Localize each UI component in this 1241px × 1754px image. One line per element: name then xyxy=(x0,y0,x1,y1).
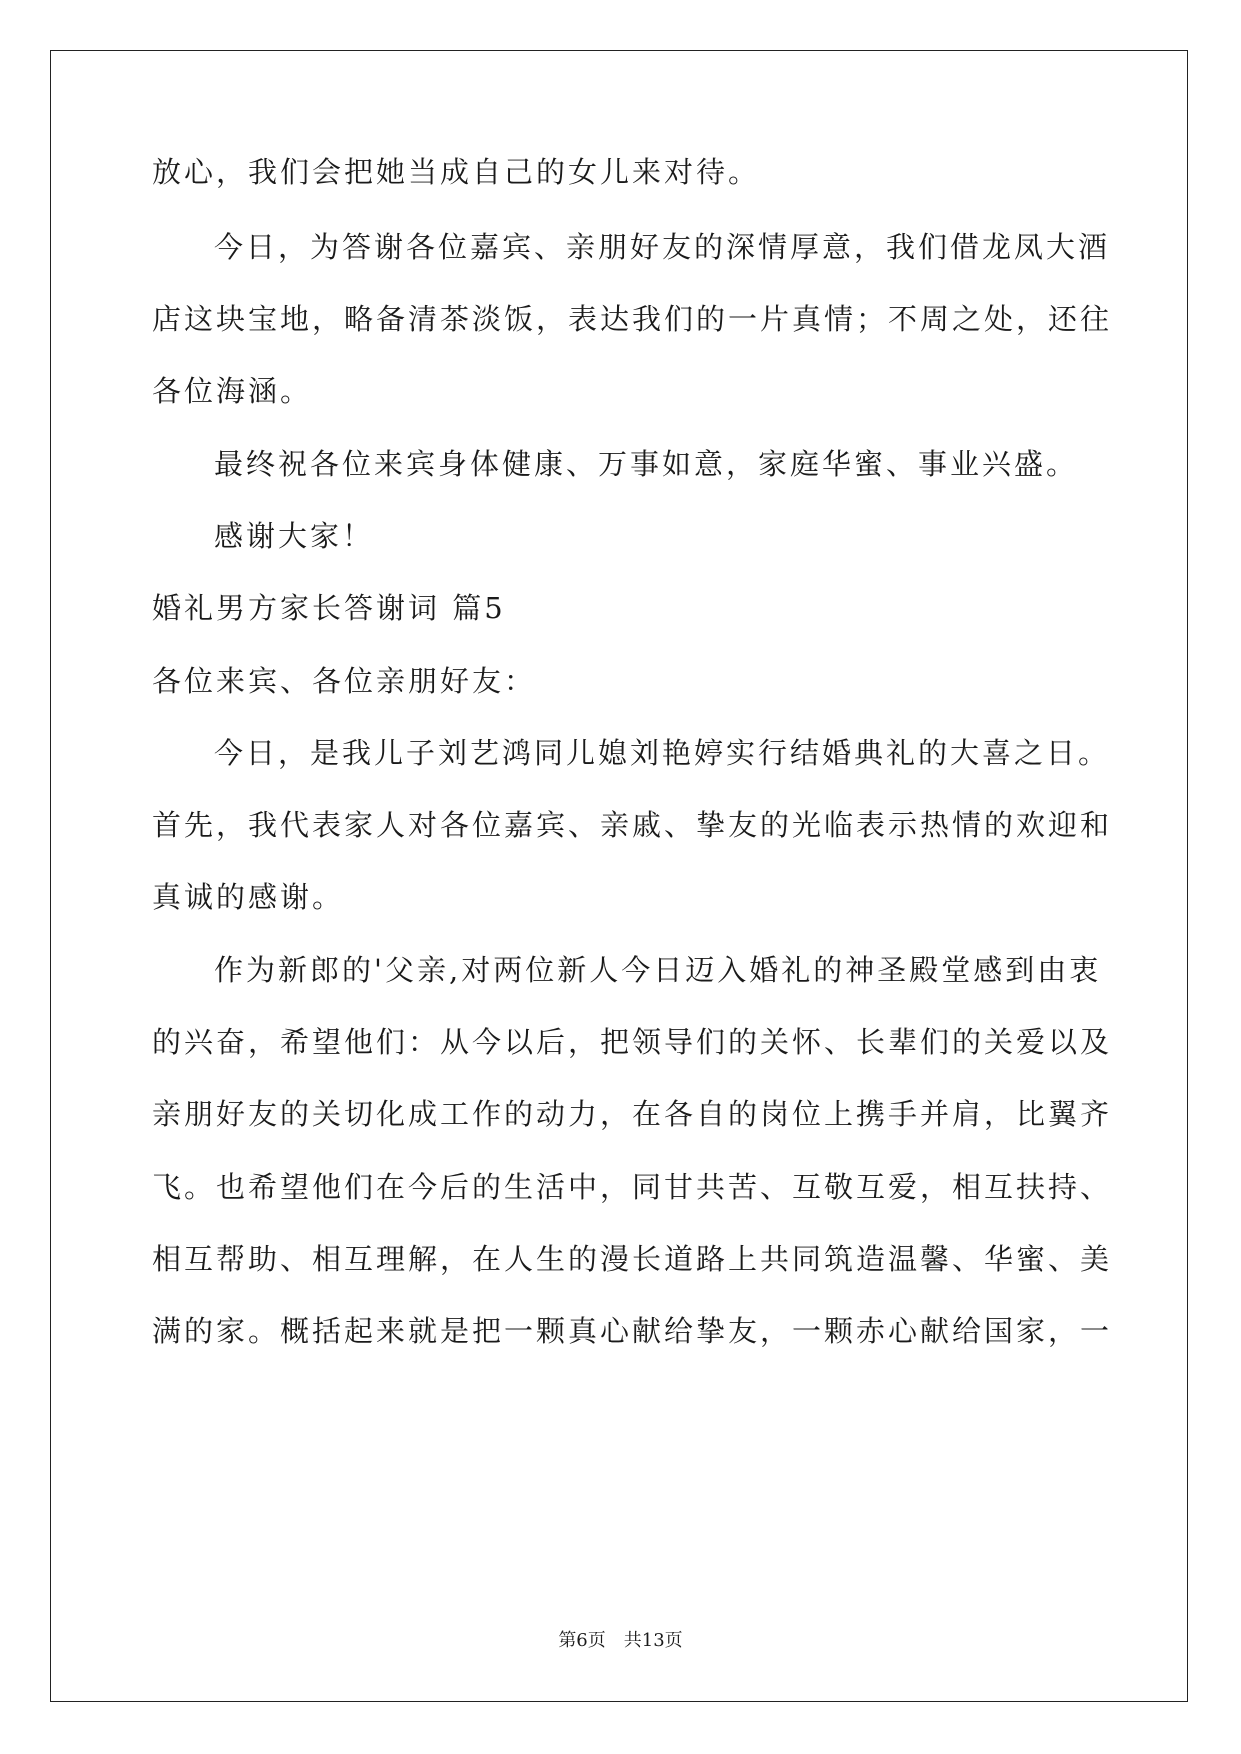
page-number: 第6页 共13页 xyxy=(558,1630,683,1651)
text-line: 满的家。概括起来就是把一颗真心献给挚友，一颗赤心献给国家，一 xyxy=(152,1314,1113,1348)
text-line: 各位海涵。 xyxy=(152,374,313,408)
text-line: 感谢大家！ xyxy=(214,519,375,553)
page-border xyxy=(50,50,1188,1702)
page-footer xyxy=(0,1629,1241,1653)
text-line: 首先，我代表家人对各位嘉宾、亲戚、挚友的光临表示热情的欢迎和 xyxy=(152,808,1113,842)
text-line: 相互帮助、相互理解，在人生的漫长道路上共同筑造温馨、华蜜、美 xyxy=(152,1242,1113,1276)
text-line: 放心，我们会把她当成自己的女儿来对待。 xyxy=(152,155,761,189)
text-line: 今日，是我儿子刘艺鸿同儿媳刘艳婷实行结婚典礼的大喜之日。 xyxy=(214,736,1111,770)
text-line: 今日，为答谢各位嘉宾、亲朋好友的深情厚意，我们借龙凤大酒 xyxy=(214,230,1111,264)
text-line: 飞。也希望他们在今后的生活中，同甘共苦、互敬互爱，相互扶持、 xyxy=(152,1170,1113,1204)
text-line: 真诚的感谢。 xyxy=(152,880,345,914)
text-line: 的兴奋，希望他们：从今以后，把领导们的关怀、长辈们的关爱以及 xyxy=(152,1025,1113,1059)
text-line: 店这块宝地，略备清茶淡饭，表达我们的一片真情；不周之处，还往 xyxy=(152,302,1113,336)
section-heading: 婚礼男方家长答谢词 篇5 xyxy=(152,591,506,625)
text-line: 亲朋好友的关切化成工作的动力，在各自的岗位上携手并肩，比翼齐 xyxy=(152,1097,1113,1131)
text-line: 最终祝各位来宾身体健康、万事如意，家庭华蜜、事业兴盛。 xyxy=(214,447,1079,481)
salutation: 各位来宾、各位亲朋好友： xyxy=(152,664,537,698)
text-line: 作为新郎的'父亲,对两位新人今日迈入婚礼的神圣殿堂感到由衷 xyxy=(214,953,1102,987)
